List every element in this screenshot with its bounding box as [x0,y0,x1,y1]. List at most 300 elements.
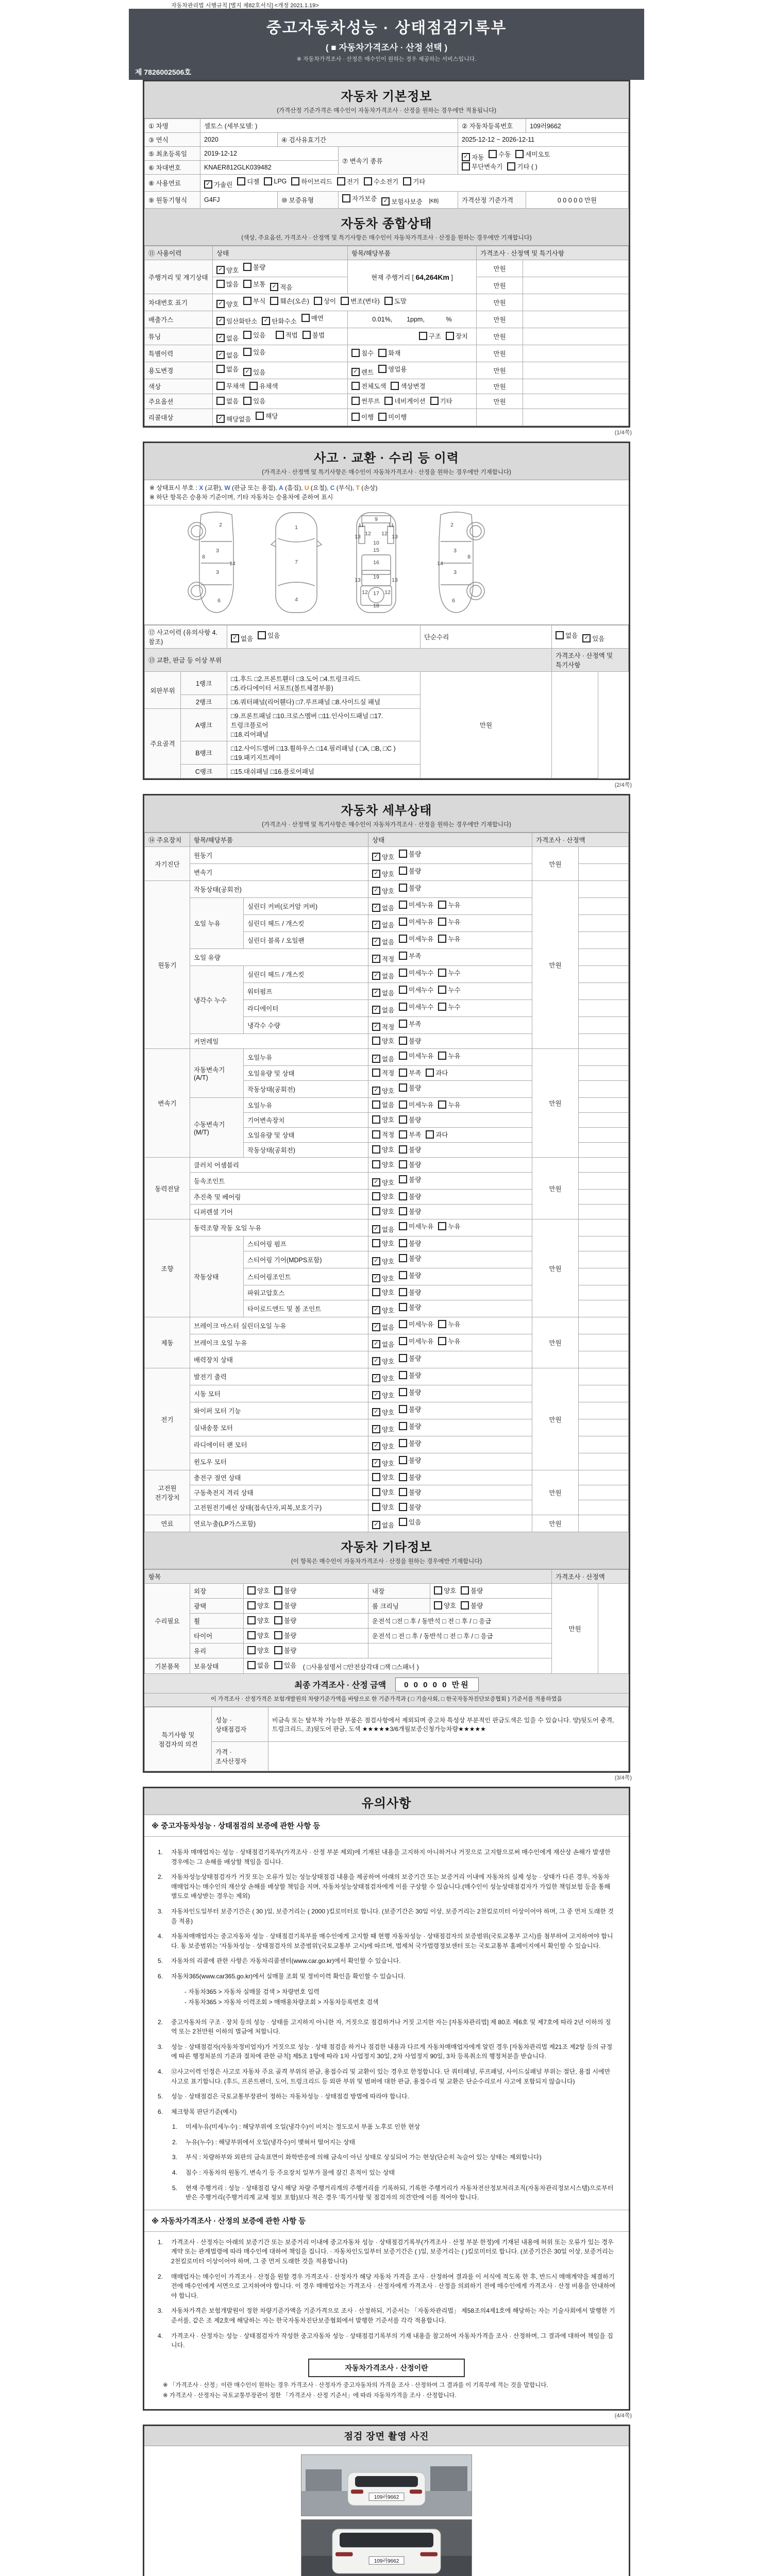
checkbox-option[interactable] [438,1002,460,1011]
checkbox[interactable] [243,280,251,288]
checkbox[interactable]: ✓ [216,300,225,308]
checkbox-option[interactable] [399,1502,421,1512]
checkbox[interactable]: ✓ [372,955,380,963]
checkbox-option[interactable] [342,194,377,203]
checkbox[interactable]: ✓ [372,1340,380,1348]
checkbox[interactable]: ✓ [372,1391,380,1399]
checkbox[interactable] [247,1631,256,1639]
checkbox-option[interactable] [438,934,460,943]
checkbox[interactable] [438,1222,446,1230]
checkbox[interactable] [399,969,407,977]
checkbox-option[interactable] [378,364,407,374]
checkbox[interactable] [399,1192,407,1200]
checkbox[interactable] [372,1115,380,1124]
checkbox-option[interactable] [399,1068,421,1077]
checkbox[interactable] [438,1320,446,1328]
checkbox-option[interactable] [256,411,278,420]
checkbox[interactable]: ✓ [216,415,225,423]
checkbox-option[interactable] [372,1130,394,1139]
checkbox[interactable] [462,162,470,171]
checkbox-option[interactable] [372,1520,394,1530]
checkbox-option[interactable] [399,1192,421,1201]
checkbox-option[interactable] [372,954,394,963]
checkbox[interactable] [341,297,349,305]
checkbox-option[interactable] [243,296,265,306]
checkbox[interactable] [399,1003,407,1011]
checkbox-option[interactable] [216,350,239,360]
checkbox-option[interactable] [434,1601,456,1610]
checkbox-option[interactable] [372,1357,394,1366]
checkbox-option[interactable] [399,1083,421,1092]
checkbox-option[interactable] [372,1340,394,1349]
checkbox-option[interactable] [391,381,425,391]
checkbox-option[interactable] [399,1115,421,1124]
checkbox-option[interactable] [372,869,394,878]
checkbox[interactable]: ✓ [372,1055,380,1063]
checkbox-option[interactable] [274,1660,296,1670]
checkbox-option[interactable] [378,412,407,421]
checkbox-option[interactable] [384,396,425,405]
checkbox[interactable]: ✓ [582,634,591,642]
checkbox-option[interactable] [384,296,407,306]
checkbox-option[interactable] [399,1002,433,1011]
checkbox-option[interactable] [372,1178,394,1187]
checkbox-option[interactable] [243,262,265,272]
checkbox-option[interactable] [216,396,239,405]
checkbox-option[interactable] [399,917,433,926]
checkbox-option[interactable] [399,900,433,909]
checkbox-option[interactable] [438,917,460,926]
checkbox-option[interactable] [419,331,441,341]
checkbox-option[interactable] [216,279,239,289]
checkbox-option[interactable] [247,1660,270,1670]
checkbox[interactable] [384,297,393,305]
checkbox-option[interactable] [399,1438,421,1448]
checkbox[interactable] [337,177,345,185]
checkbox[interactable]: ✓ [351,368,360,376]
checkbox[interactable] [399,1037,407,1045]
checkbox-option[interactable] [274,1631,296,1640]
checkbox-option[interactable] [399,1175,421,1184]
checkbox[interactable]: ✓ [372,1374,380,1382]
checkbox-option[interactable] [399,1207,421,1216]
checkbox[interactable] [399,1069,407,1077]
checkbox-option[interactable] [438,1319,460,1329]
checkbox-option[interactable] [247,1616,270,1625]
checkbox[interactable] [291,177,299,185]
checkbox[interactable] [556,631,564,639]
checkbox[interactable]: ✓ [216,351,225,359]
checkbox[interactable]: ✓ [372,1087,380,1095]
checkbox-option[interactable] [430,396,452,405]
checkbox[interactable]: ✓ [372,1306,380,1314]
checkbox[interactable]: ✓ [372,921,380,929]
checkbox-option[interactable] [399,866,421,875]
checkbox[interactable] [351,413,360,421]
checkbox-option[interactable] [337,177,359,186]
checkbox[interactable] [243,297,251,305]
checkbox[interactable]: ✓ [372,1323,380,1331]
checkbox[interactable] [446,332,454,340]
checkbox[interactable] [247,1646,256,1654]
checkbox[interactable]: ✓ [372,972,380,980]
checkbox[interactable] [301,314,310,322]
checkbox-option[interactable] [399,1353,421,1363]
checkbox[interactable] [256,412,264,420]
checkbox-option[interactable] [399,968,433,977]
checkbox[interactable]: ✓ [372,938,380,946]
checkbox[interactable] [438,1100,446,1109]
checkbox[interactable] [438,969,446,977]
checkbox[interactable] [372,1239,380,1247]
checkbox[interactable] [372,1037,380,1045]
checkbox-option[interactable] [399,1270,421,1280]
checkbox[interactable] [391,382,399,390]
checkbox[interactable]: ✓ [204,180,212,189]
checkbox[interactable] [403,177,411,185]
checkbox[interactable] [237,177,245,185]
checkbox[interactable] [434,1601,442,1609]
checkbox[interactable] [438,1003,446,1011]
checkbox-option[interactable] [438,1336,460,1346]
checkbox[interactable] [507,162,515,171]
checkbox-option[interactable] [399,1253,421,1263]
checkbox[interactable] [399,1222,407,1230]
checkbox-option[interactable] [243,347,265,357]
checkbox[interactable] [399,1145,407,1154]
checkbox[interactable] [372,1473,380,1481]
checkbox[interactable] [378,349,386,357]
checkbox[interactable]: ✓ [372,1357,380,1365]
checkbox-option[interactable] [270,296,309,306]
checkbox-option[interactable] [216,414,251,423]
checkbox-option[interactable] [507,162,537,171]
checkbox[interactable] [399,935,407,943]
checkbox[interactable] [489,150,497,158]
checkbox[interactable] [399,1422,407,1430]
checkbox-option[interactable] [291,177,332,186]
checkbox-option[interactable] [399,934,433,943]
checkbox-option[interactable] [249,381,278,391]
checkbox-option[interactable] [314,296,336,306]
checkbox[interactable] [274,1586,282,1595]
checkbox-option[interactable] [216,316,257,326]
checkbox[interactable]: ✓ [270,283,278,291]
checkbox-option[interactable] [274,1586,296,1595]
checkbox-option[interactable] [372,1374,394,1383]
checkbox[interactable] [399,1439,407,1447]
checkbox[interactable] [364,177,372,185]
checkbox-option[interactable] [372,1472,394,1482]
checkbox-option[interactable] [399,1319,433,1329]
checkbox[interactable] [430,397,439,405]
checkbox-option[interactable] [399,1145,421,1154]
checkbox-option[interactable] [372,1239,394,1248]
checkbox-option[interactable] [274,1646,296,1655]
checkbox[interactable] [426,1069,434,1077]
checkbox-option[interactable] [399,1404,421,1414]
checkbox-option[interactable] [372,1487,394,1497]
checkbox[interactable]: ✓ [216,266,225,274]
checkbox-option[interactable] [372,1274,394,1283]
checkbox-option[interactable] [461,1586,483,1595]
checkbox[interactable] [399,1115,407,1124]
checkbox[interactable]: ✓ [216,317,225,325]
checkbox-option[interactable] [372,1192,394,1201]
checkbox[interactable] [399,850,407,858]
checkbox[interactable]: ✓ [372,1521,380,1529]
checkbox[interactable] [399,884,407,892]
checkbox[interactable] [399,1175,407,1183]
checkbox-option[interactable] [438,1051,460,1060]
checkbox-option[interactable] [399,1302,421,1312]
checkbox[interactable] [399,1456,407,1464]
checkbox[interactable] [399,1337,407,1345]
checkbox[interactable]: ✓ [243,368,251,376]
checkbox-option[interactable] [372,1100,394,1109]
checkbox[interactable] [243,263,251,271]
checkbox-option[interactable] [262,316,296,326]
checkbox-option[interactable] [399,1222,433,1231]
checkbox[interactable]: ✓ [372,1178,380,1187]
checkbox[interactable] [419,332,427,340]
checkbox-option[interactable] [243,279,265,289]
checkbox-option[interactable] [403,177,425,186]
checkbox[interactable] [399,1160,407,1168]
checkbox[interactable] [399,1130,407,1139]
checkbox-option[interactable] [399,883,421,892]
checkbox[interactable] [399,1388,407,1396]
checkbox[interactable]: ✓ [372,1425,380,1433]
checkbox[interactable] [372,1503,380,1511]
checkbox-option[interactable] [399,849,421,858]
checkbox[interactable] [399,986,407,994]
checkbox[interactable] [399,1488,407,1496]
checkbox[interactable]: ✓ [262,317,270,325]
checkbox[interactable] [438,986,446,994]
checkbox[interactable] [399,1320,407,1328]
checkbox[interactable] [399,1271,407,1279]
checkbox[interactable] [438,1337,446,1345]
checkbox[interactable]: ✓ [372,1225,380,1233]
checkbox[interactable] [438,935,446,943]
checkbox-option[interactable] [247,1586,270,1595]
checkbox[interactable] [247,1661,256,1669]
checkbox[interactable] [438,1052,446,1060]
checkbox-option[interactable] [274,1616,296,1625]
checkbox[interactable] [258,631,266,639]
checkbox[interactable]: ✓ [372,853,380,861]
checkbox-option[interactable] [264,177,287,185]
checkbox-option[interactable] [399,1455,421,1465]
checkbox-option[interactable] [399,1421,421,1431]
checkbox-option[interactable] [372,1022,394,1031]
checkbox[interactable] [243,331,251,339]
checkbox[interactable]: ✓ [216,334,225,342]
checkbox-option[interactable] [372,1036,394,1045]
checkbox-option[interactable] [243,330,265,340]
checkbox[interactable]: ✓ [372,1408,380,1416]
checkbox-option[interactable] [247,1601,270,1610]
checkbox[interactable] [399,1239,407,1247]
checkbox-option[interactable] [372,937,394,946]
checkbox-option[interactable] [461,1601,483,1610]
checkbox[interactable] [399,1254,407,1262]
checkbox-option[interactable] [438,900,460,909]
checkbox[interactable]: ✓ [372,1023,380,1031]
checkbox[interactable] [399,1354,407,1362]
checkbox-option[interactable] [364,177,398,186]
checkbox[interactable] [378,365,386,373]
checkbox[interactable] [274,1616,282,1624]
checkbox[interactable]: ✓ [372,1274,380,1282]
checkbox[interactable] [399,1405,407,1413]
checkbox[interactable] [372,1160,380,1168]
checkbox-option[interactable] [372,852,394,861]
checkbox[interactable] [438,918,446,926]
checkbox[interactable]: ✓ [381,197,390,206]
checkbox-option[interactable] [372,903,394,912]
checkbox[interactable]: ✓ [372,870,380,878]
checkbox[interactable] [216,397,225,405]
checkbox[interactable] [351,349,360,357]
checkbox-option[interactable] [434,1586,456,1595]
checkbox[interactable] [274,1646,282,1654]
checkbox[interactable] [249,382,258,390]
checkbox-option[interactable] [341,296,380,306]
checkbox-option[interactable] [399,1239,421,1248]
checkbox[interactable] [399,1288,407,1296]
checkbox[interactable] [372,1488,380,1496]
checkbox-option[interactable] [237,177,259,186]
checkbox-option[interactable] [399,1370,421,1380]
checkbox-option[interactable] [515,149,550,159]
checkbox-option[interactable] [399,1130,421,1139]
checkbox[interactable] [399,1518,407,1526]
checkbox[interactable] [247,1616,256,1624]
checkbox[interactable] [378,413,386,421]
checkbox[interactable] [270,297,278,305]
checkbox-option[interactable] [399,1051,433,1060]
checkbox-option[interactable] [372,1160,394,1169]
checkbox-option[interactable] [270,282,292,292]
checkbox[interactable] [399,867,407,875]
checkbox-option[interactable] [372,1115,394,1124]
checkbox[interactable]: ✓ [372,989,380,997]
checkbox[interactable] [372,1100,380,1109]
checkbox[interactable] [216,365,225,373]
checkbox-option[interactable] [372,1306,394,1315]
checkbox-option[interactable] [399,985,433,994]
checkbox[interactable] [399,1100,407,1109]
checkbox-option[interactable] [381,197,422,206]
checkbox[interactable]: ✓ [372,1459,380,1467]
checkbox-option[interactable] [351,381,386,391]
checkbox[interactable] [399,1503,407,1511]
checkbox-option[interactable] [378,348,400,358]
checkbox-option[interactable] [426,1068,448,1077]
checkbox[interactable] [274,1631,282,1639]
checkbox[interactable]: ✓ [231,634,239,642]
checkbox-option[interactable] [399,1019,421,1028]
checkbox-option[interactable] [372,1323,394,1332]
checkbox-option[interactable] [372,971,394,980]
checkbox-option[interactable] [462,162,502,171]
checkbox-option[interactable] [372,1391,394,1400]
checkbox-option[interactable] [372,1225,394,1234]
checkbox-option[interactable] [351,367,374,377]
checkbox[interactable] [399,918,407,926]
checkbox-option[interactable] [399,1387,421,1397]
checkbox-option[interactable] [372,1207,394,1216]
checkbox-option[interactable] [582,634,604,643]
checkbox-option[interactable] [438,968,460,977]
checkbox[interactable] [399,1052,407,1060]
checkbox-option[interactable] [438,985,460,994]
checkbox-option[interactable] [399,1160,421,1169]
checkbox[interactable] [399,1207,407,1215]
checkbox-option[interactable] [372,1408,394,1417]
checkbox-option[interactable] [216,364,239,374]
checkbox[interactable] [351,382,360,390]
checkbox-option[interactable] [372,1257,394,1266]
checkbox[interactable] [461,1586,469,1595]
checkbox[interactable] [399,1083,407,1092]
checkbox-option[interactable] [276,330,298,340]
checkbox[interactable] [399,1020,407,1028]
checkbox-option[interactable] [372,1054,394,1063]
checkbox[interactable]: ✓ [372,1006,380,1014]
checkbox-option[interactable] [372,1502,394,1512]
checkbox[interactable] [216,382,225,390]
checkbox[interactable]: ✓ [372,1257,380,1265]
checkbox-option[interactable] [399,1336,433,1346]
checkbox[interactable] [314,297,322,305]
checkbox[interactable]: ✓ [372,904,380,912]
checkbox-option[interactable] [372,1005,394,1014]
checkbox[interactable] [276,331,284,339]
checkbox-option[interactable] [247,1646,270,1655]
checkbox[interactable] [399,1473,407,1481]
checkbox[interactable]: ✓ [462,153,470,161]
checkbox[interactable] [399,1303,407,1311]
checkbox-option[interactable] [426,1130,448,1139]
checkbox-option[interactable] [399,951,421,960]
checkbox[interactable] [216,280,225,288]
checkbox-option[interactable] [372,1287,394,1297]
checkbox-option[interactable] [372,920,394,929]
checkbox[interactable] [426,1130,434,1139]
checkbox-option[interactable] [399,1100,433,1109]
checkbox[interactable] [434,1586,442,1595]
checkbox-option[interactable] [372,1068,394,1077]
checkbox-option[interactable] [372,1442,394,1451]
checkbox[interactable] [399,901,407,909]
checkbox-option[interactable] [446,331,468,341]
checkbox-option[interactable] [204,180,232,189]
checkbox-option[interactable] [216,299,239,309]
checkbox-option[interactable] [274,1601,296,1610]
checkbox[interactable] [372,1145,380,1154]
checkbox[interactable] [438,901,446,909]
checkbox-option[interactable] [399,1517,421,1527]
checkbox[interactable] [372,1069,380,1077]
checkbox[interactable] [384,397,393,405]
checkbox-option[interactable] [372,1145,394,1154]
checkbox-option[interactable] [372,1086,394,1095]
checkbox[interactable] [372,1192,380,1200]
checkbox-option[interactable] [303,330,325,340]
